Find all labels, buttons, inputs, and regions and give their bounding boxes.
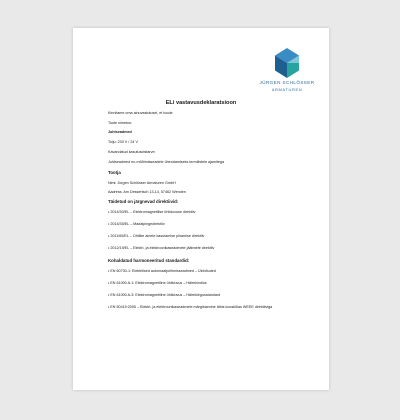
standard-item: • EN 61000-6-3: Elektromagnetiline ühilduvus – Häirekiirgusstandard: [108, 293, 221, 297]
manufacturer-heading: Tootja: [108, 170, 121, 175]
manufacturer-address: Aadress: Am Dessertsch 13-14, 57462 Wenden: [108, 190, 186, 194]
directive-item: • 2011/65/EL – Ohtlike ainete kasutamise piiramise direktiiv: [108, 234, 205, 238]
product-name-label: Toote nimetus:: [108, 121, 132, 125]
document-page: [73, 28, 329, 390]
standards-heading: Kohaldatud harmoneeritud standardid:: [108, 258, 190, 263]
product-name: Juhtseadmed: [108, 130, 132, 134]
intended-use-label: Kavandatud kasutusotstarve:: [108, 150, 156, 154]
standard-item: • EN 60730-1: Elektrilised automaatjuhtimisseadmed – Üldnõuded: [108, 269, 216, 273]
directives-heading: Täidetud on järgnevad direktiivid:: [108, 199, 179, 204]
intended-use: Juhtseadmed nn-mõõtmisseadete ühendamiseks termilistele ajamitega: [108, 160, 225, 164]
logo-company-subtitle: ARMATUREN: [271, 87, 303, 92]
directive-item: • 2014/30/EL – Elektromagnetilise ühilduvuse direktiiv: [108, 210, 196, 214]
manufacturer-name: Nimi: Jürgen Schlösser Armaturen GmbH: [108, 181, 176, 185]
logo-company-name: JÜRGEN SCHLÖSSER: [259, 80, 315, 85]
document-title: ELi vastavusdeklaratsioon: [165, 100, 237, 106]
intro-text: Kinnitame oma ainuvastutusel, et toode: [108, 111, 173, 115]
directive-item: • 2014/35/EL – Madalpingedirektiiv: [108, 222, 165, 226]
voltage: Toiju: 230 V / 24 V: [108, 140, 138, 144]
hexagon-logo-icon: [275, 48, 299, 78]
directive-item: • 2012/19/EL – Elektri- ja elektroonikaseadmete jäätmete direktiiv: [108, 246, 215, 250]
company-logo: [259, 48, 315, 98]
standard-item: • EN 50419:2005 – Elektri- ja elektroonikaseadmete märgistamine tähis kooskõlas WEEE direktiiviga: [108, 305, 273, 309]
standard-item: • EN 61000-6-1: Elektromagnetiline ühilduvus – Häirekindlus: [108, 281, 207, 285]
